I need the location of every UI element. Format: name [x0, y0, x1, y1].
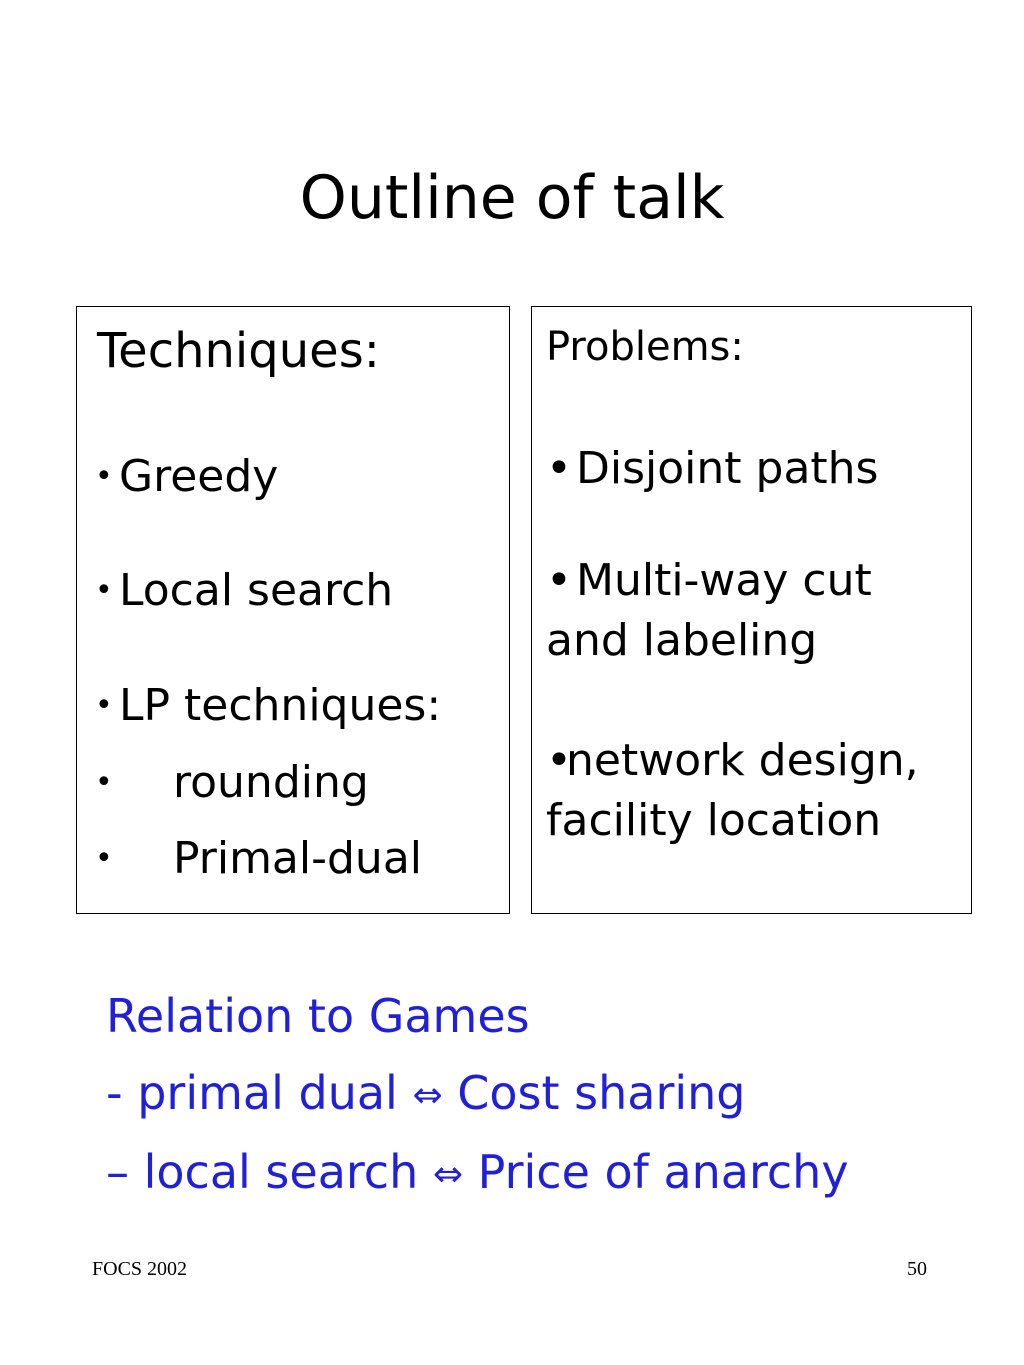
technique-item-local-search — [95, 565, 393, 617]
problem-label: network design, — [566, 735, 919, 786]
relation-suffix: Cost sharing — [457, 1066, 746, 1120]
technique-sublabel: Primal-dual — [173, 833, 423, 884]
technique-label: LP techniques: — [119, 680, 442, 731]
page-number: 50 — [907, 1258, 927, 1280]
relation-prefix: - primal dual — [106, 1066, 398, 1120]
bullet-icon: • — [95, 573, 113, 609]
technique-item-lp-techniques — [95, 680, 441, 732]
techniques-box — [76, 306, 510, 914]
bullet-icon: • — [546, 735, 572, 786]
problem-item-disjoint-paths — [546, 439, 878, 499]
footer-conference: FOCS 2002 — [92, 1258, 188, 1280]
relation-suffix: Price of anarchy — [477, 1144, 849, 1199]
relation-line-local-search — [106, 1134, 849, 1213]
bullet-icon: • — [95, 688, 113, 724]
problem-item-network-design — [546, 731, 919, 851]
relation-prefix: – local search — [106, 1144, 419, 1199]
relation-line-primal-dual — [106, 1055, 849, 1134]
double-arrow-icon: ⇔ — [412, 1074, 443, 1116]
techniques-heading: Techniques: — [97, 323, 380, 379]
problem-item-multiway-cut — [546, 551, 872, 671]
double-arrow-icon: ⇔ — [432, 1153, 464, 1195]
technique-subitem-primal-dual — [95, 833, 422, 885]
problems-heading: Problems: — [546, 324, 744, 370]
problem-label: Multi-way cut — [576, 555, 872, 606]
slide-title: Outline of talk — [299, 163, 725, 233]
problem-label: Disjoint paths — [576, 443, 879, 494]
relation-heading: Relation to Games — [106, 989, 530, 1043]
problem-label-continued: and labeling — [546, 615, 818, 666]
bullet-icon: • — [546, 555, 572, 606]
relation-to-games — [106, 978, 849, 1213]
technique-label: Local search — [119, 565, 394, 616]
technique-item-greedy — [95, 451, 278, 503]
bullet-icon: • — [546, 443, 572, 494]
bullet-icon: • — [95, 841, 113, 877]
bullet-icon: • — [95, 459, 113, 495]
problem-label-continued: facility location — [546, 795, 882, 846]
technique-subitem-rounding — [95, 757, 369, 809]
problems-box — [531, 306, 972, 914]
technique-sublabel: rounding — [173, 757, 369, 808]
bullet-icon: • — [95, 765, 113, 801]
technique-label: Greedy — [119, 451, 279, 502]
